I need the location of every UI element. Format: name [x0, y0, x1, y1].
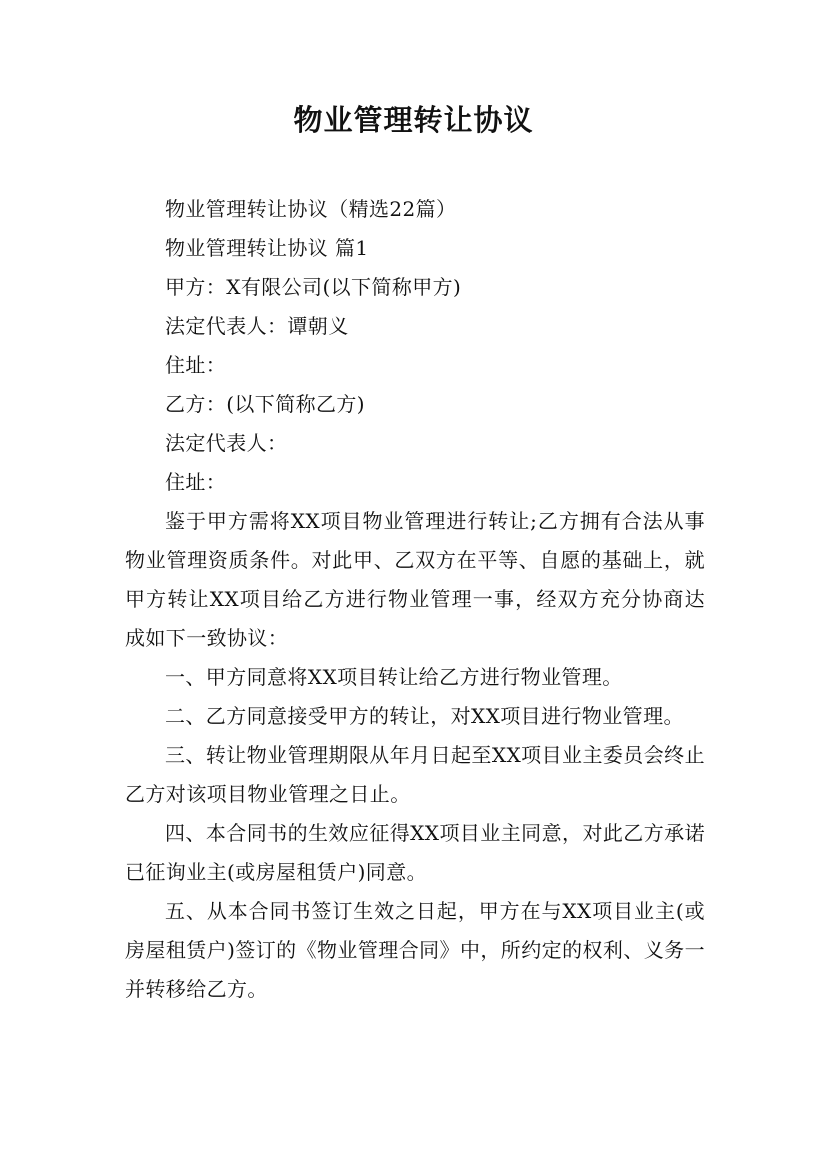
party-a-address: 住址： [165, 353, 227, 377]
clause-3: 三、转让物业管理期限从年月日起至XX项目业主委员会终止乙方对该项目物业管理之日止。 [125, 743, 705, 806]
preamble-paragraph: 鉴于甲方需将XX项目物业管理进行转让;乙方拥有合法从事物业管理资质条件。对此甲、乙双方在平等、自愿的基础上，就甲方转让XX项目给乙方进行物业管理一事，经双方充分协商达成如下一致协议： [125, 509, 705, 650]
section-heading: 物业管理转让协议 篇1 [165, 236, 369, 260]
party-b-representative: 法定代表人： [165, 431, 288, 455]
clause-4: 四、本合同书的生效应征得XX项目业主同意，对此乙方承诺已征询业主(或房屋租赁户)同意。 [125, 821, 705, 884]
party-b-line: 乙方：(以下简称乙方) [165, 392, 366, 416]
clause-5: 五、从本合同书签订生效之日起，甲方在与XX项目业主(或房屋租赁户)签订的《物业管理合同》中，所约定的权利、义务一并转移给乙方。 [125, 899, 705, 1001]
party-b-address: 住址： [165, 470, 227, 494]
clause-2: 二、乙方同意接受甲方的转让，对XX项目进行物业管理。 [165, 704, 684, 728]
party-a-representative: 法定代表人：谭朝义 [165, 314, 349, 338]
document-body [125, 190, 705, 1009]
document-title: 物业管理转让协议 [293, 103, 534, 137]
party-a-line: 甲方：X有限公司(以下简称甲方) [165, 275, 462, 299]
subtitle-line: 物业管理转让协议（精选22篇） [165, 197, 457, 221]
clause-1: 一、甲方同意将XX项目转让给乙方进行物业管理。 [165, 665, 623, 689]
